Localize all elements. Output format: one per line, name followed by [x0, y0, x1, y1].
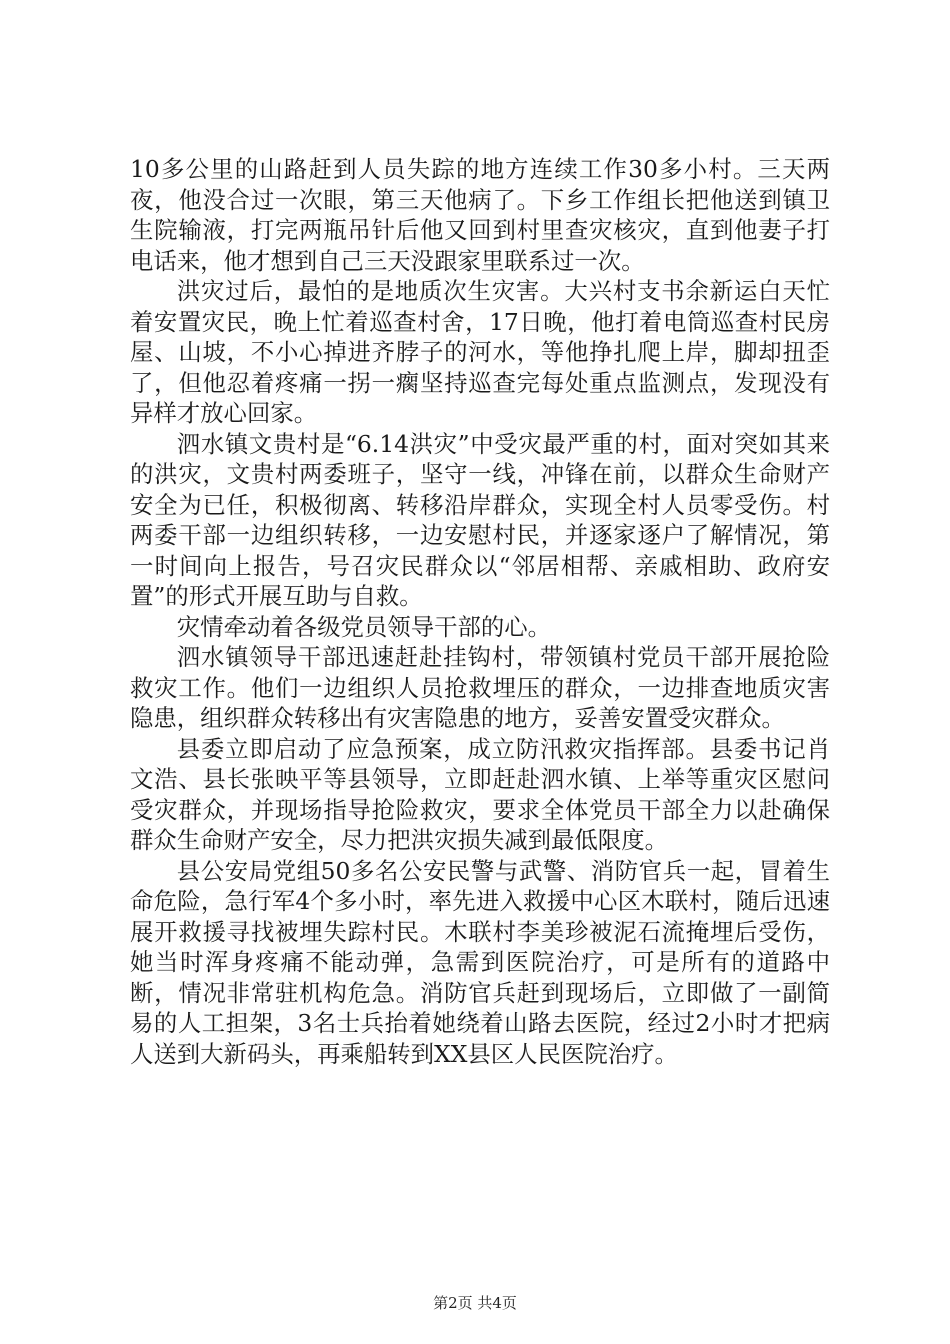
paragraph-geologic-disaster: 洪灾过后，最怕的是地质次生灾害。大兴村支书余新运白天忙着安置灾民，晚上忙着巡查村舍，17日晚，他打着电筒巡查村民房屋、山坡，不小心掉进齐脖子的河水，等他挣扎爬上岸，脚却扭歪了，但他忍着疼痛一拐一瘸坚持巡查完每处重点监测点，发现没有异样才放心回家。	[130, 277, 830, 427]
paragraph-disaster-concern: 灾情牵动着各级党员领导干部的心。	[176, 612, 552, 641]
paragraph-public-security: 县公安局党组50多名公安民警与武警、消防官兵一起，冒着生命危险，急行军4个多小时，率先进入救援中心区木联村，随后迅速展开救援寻找被埋失踪村民。木联村李美珍被泥石流掩埋后受伤，她当时浑身疼痛不能动弹，急需到医院治疗，可是所有的道路中断，情况非常驻机构危急。消防官兵赶到现场后，立即做了一副简易的人工担架，3名士兵抬着她绕着山路去医院，经过2小时才把病人送到大新码头，再乘船转到XX县区人民医院治疗。	[130, 856, 830, 1068]
page-footer: 第2页 共4页	[433, 1294, 517, 1312]
paragraph-wengui-village: 泗水镇文贵村是“6.14洪灾”中受灾最严重的村，面对突如其来的洪灾，文贵村两委班子，坚守一线，冲锋在前，以群众生命财产安全为已任，积极彻离、转移沿岸群众，实现全村人员零受伤。村两委干部一边组织转移，一边安慰村民，并逐家逐户了解情况，第一时间向上报告，号召灾民群众以“邻居相帮、亲戚相助、政府安置”的形式开展互助与自救。	[130, 429, 830, 610]
paragraph-town-leaders: 泗水镇领导干部迅速赶赴挂钩村，带领镇村党员干部开展抢险救灾工作。他们一边组织人员抢救埋压的群众，一边排查地质灾害隐患，组织群众转移出有灾害隐患的地方，妥善安置受灾群众。	[130, 643, 830, 732]
paragraph-county-committee: 县委立即启动了应急预案，成立防汛救灾指挥部。县委书记肖文浩、县长张映平等县领导，立即赶赴泗水镇、上举等重灾区慰问受灾群众，并现场指导抢险救灾，要求全体党员干部全力以赴确保群众生命财产安全，尽力把洪灾损失减到最低限度。	[130, 734, 830, 854]
paragraph-continued: 10多公里的山路赶到人员失踪的地方连续工作30多小村。三天两夜，他没合过一次眼，第三天他病了。下乡工作组长把他送到镇卫生院输液，打完两瓶吊针后他又回到村里查灾核灾，直到他妻子打电话来，他才想到自己三天没跟家里联系过一次。	[130, 155, 830, 275]
document-body	[130, 154, 830, 1069]
